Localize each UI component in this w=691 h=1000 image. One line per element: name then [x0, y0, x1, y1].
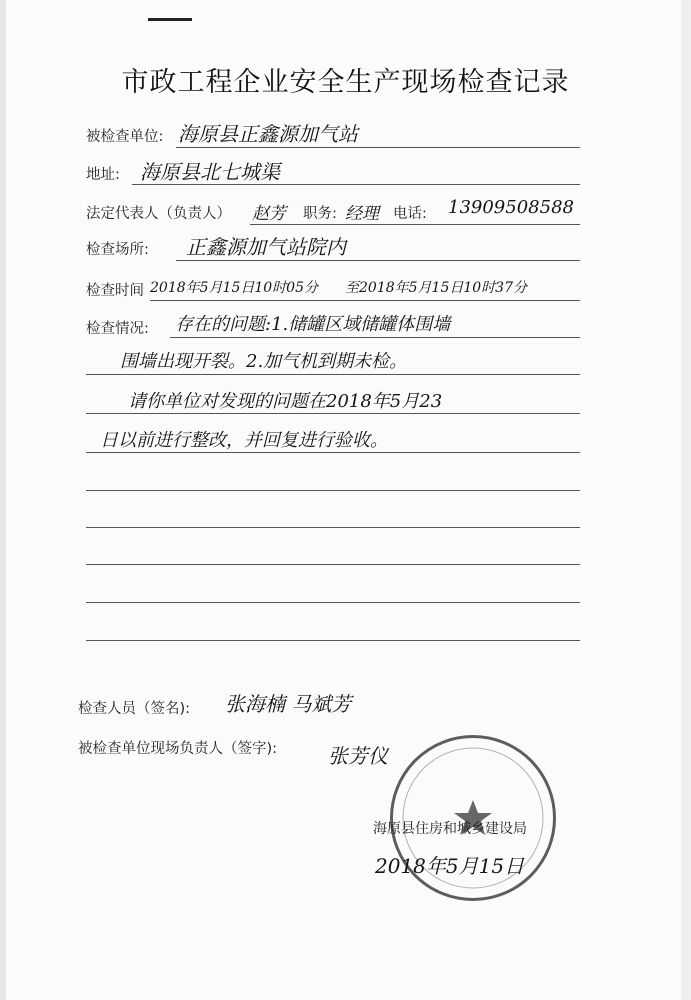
label-legal-rep: 法定代表人（负责人） — [86, 206, 231, 222]
rule-blank-1 — [86, 490, 580, 491]
value-phone: 13909508588 — [448, 197, 574, 218]
issue-date: 2018年5月15日 — [375, 854, 525, 878]
value-site-manager: 张芳仪 — [328, 744, 388, 768]
label-time: 检查时间 — [86, 283, 144, 299]
rule-situation-3 — [86, 413, 580, 414]
label-position: 职务: — [303, 206, 337, 222]
rule-blank-4 — [86, 602, 580, 603]
label-inspectors: 检查人员（签名): — [78, 701, 191, 717]
rule-unit — [176, 147, 580, 148]
value-site: 正鑫源加气站院内 — [186, 235, 346, 259]
label-situation: 检查情况: — [86, 321, 149, 337]
rule-situation-4 — [86, 452, 580, 453]
issuer-name: 海原县住房和城乡建设局 — [373, 821, 527, 837]
top-mark — [148, 18, 192, 21]
label-phone: 电话: — [393, 206, 427, 222]
rule-situation-1 — [170, 337, 580, 338]
value-inspectors: 张海楠 马斌芳 — [225, 692, 352, 716]
situation-line-3: 请你单位对发现的问题在2018年5月23 — [128, 391, 443, 412]
rule-legal-rep — [250, 224, 580, 225]
rule-blank-5 — [86, 640, 580, 641]
value-position: 经理 — [345, 204, 379, 224]
value-time-end: 至2018年5月15日10时37分 — [345, 280, 527, 296]
value-unit: 海原县正鑫源加气站 — [178, 122, 358, 146]
label-site-manager: 被检查单位现场负责人（签字): — [78, 741, 278, 757]
rule-situation-2 — [86, 374, 580, 375]
rule-time — [150, 300, 580, 301]
label-site: 检查场所: — [86, 242, 149, 258]
value-time-start: 2018年5月15日10时05分 — [150, 280, 318, 296]
rule-blank-2 — [86, 527, 580, 528]
scan-edge-left — [0, 0, 6, 1000]
value-legal-rep: 赵芳 — [252, 204, 286, 224]
label-unit: 被检查单位: — [86, 129, 164, 145]
document-title: 市政工程企业安全生产现场检查记录 — [121, 67, 570, 98]
situation-line-4: 日以前进行整改，并回复进行验收。 — [100, 430, 388, 451]
rule-address — [132, 184, 580, 185]
scan-edge-right — [681, 0, 691, 1000]
rule-blank-3 — [86, 564, 580, 565]
value-address: 海原县北七城渠 — [140, 160, 280, 184]
situation-line-1: 存在的问题:1.储罐区域储罐体围墙 — [175, 314, 451, 335]
rule-site — [176, 260, 580, 261]
situation-line-2: 围墙出现开裂。2.加气机到期未检。 — [120, 351, 408, 372]
label-address: 地址: — [86, 167, 120, 183]
